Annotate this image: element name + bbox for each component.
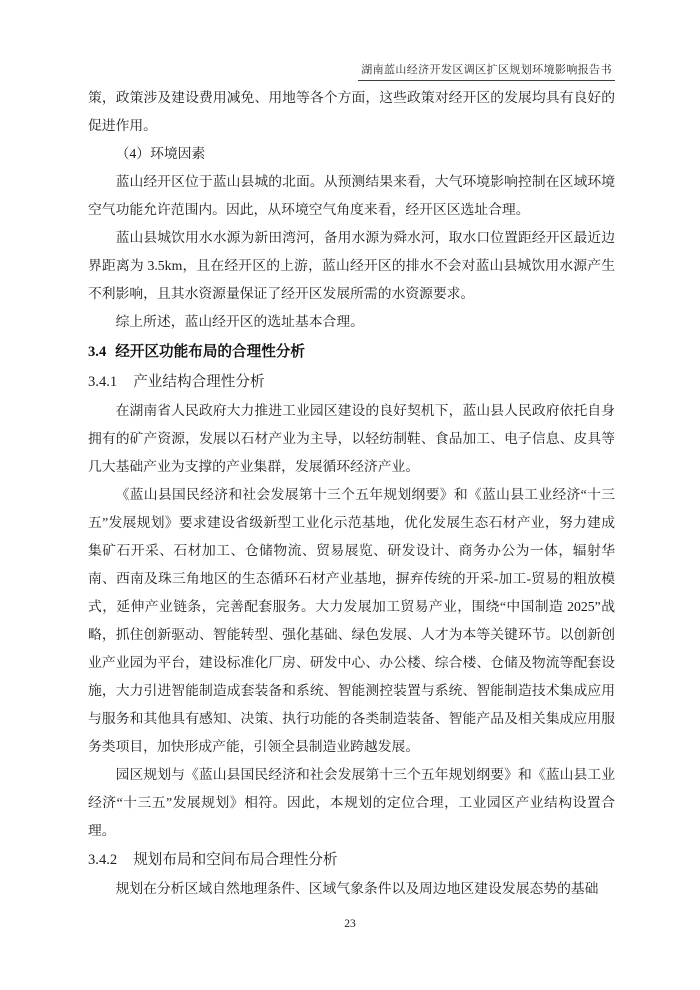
document-body: [88, 84, 615, 903]
paragraph: 蓝山经开区位于蓝山县城的北面。从预测结果来看，大气环境影响控制在区域环境空气功能允许范围内。因此，从环境空气角度来看，经开区区选址合理。: [88, 174, 615, 217]
paragraph: 在湖南省人民政府大力推进工业园区建设的良好契机下，蓝山县人民政府依托自身拥有的矿产资源，发展以石材产业为主导，以轻纺制鞋、食品加工、电子信息、皮具等几大基础产业为支撑的产业集群，发展循环经济产业。: [88, 403, 615, 474]
heading-number: 3.4: [88, 344, 107, 360]
paragraph: 综上所述，蓝山经开区的选址基本合理。: [115, 314, 364, 329]
section-heading: [88, 338, 615, 366]
paragraph: 《蓝山县国民经济和社会发展第十三个五年规划纲要》和《蓝山县工业经济“十三五”发展规划》要求建设省级新型工业化示范基地，优化发展生态石材产业，努力建成集矿石开采、石材加工、仓储物流、贸易展览、研发设计、商务办公为一体，辐射华南、西南及珠三角地区的生态循环石材产业基地，摒弃传统的开采-加工-贸易的粗放模式，延伸产业链条，完善配套服务。大力发展加工贸易产业，围绕“中国制造 2025”战略，抓住创新驱动、智能转型、强化基础、绿色发展、人才为本等关键环节。以创新创业产业园为平台，建设标准化厂房、研发中心、办公楼、综合楼、仓储及物流等配套设施，大力引进智能制造成套装备和系统、智能测控装置与系统、智能制造技术集成应用与服务和其他具有感知、决策、执行功能的各类制造装备、智能产品及相关集成应用服务类项目，加快形成产能，引领全县制造业跨越发展。: [88, 487, 615, 754]
paragraph: 园区规划与《蓝山县国民经济和社会发展第十三个五年规划纲要》和《蓝山县工业经济“十三五”发展规划》相符。因此，本规划的定位合理，工业园区产业结构设置合理。: [88, 767, 615, 838]
heading-title: 经开区功能布局的合理性分析: [115, 344, 305, 360]
paragraph: 规划在分析区域自然地理条件、区域气象条件以及周边地区建设发展态势的基础: [115, 881, 599, 896]
heading-number: 3.4.2: [88, 852, 118, 868]
paragraph: 策，政策涉及建设费用减免、用地等各个方面，这些政策对经开区的发展均具有良好的促进作用。: [88, 90, 615, 133]
paragraph: 蓝山县城饮用水水源为新田湾河，备用水源为舜水河，取水口位置距经开区最近边界距离为 3.5km，且在经开区的上游，蓝山经开区的排水不会对蓝山县城饮用水源产生不利影响，且其水资源量保证了经开区发展所需的水资源要求。: [88, 230, 615, 301]
page-header: [358, 60, 615, 81]
heading-title: 产业结构合理性分析: [133, 374, 265, 390]
subsection-heading: [88, 846, 615, 874]
page-footer: [0, 918, 700, 930]
heading-number: 3.4.1: [88, 374, 118, 390]
paragraph: （4）环境因素: [115, 146, 206, 161]
page-number: 23: [344, 918, 356, 930]
subsection-heading: [88, 368, 615, 396]
heading-title: 规划布局和空间布局合理性分析: [133, 852, 338, 868]
header-title: 湖南蓝山经济开发区调区扩区规划环境影响报告书: [358, 61, 615, 81]
